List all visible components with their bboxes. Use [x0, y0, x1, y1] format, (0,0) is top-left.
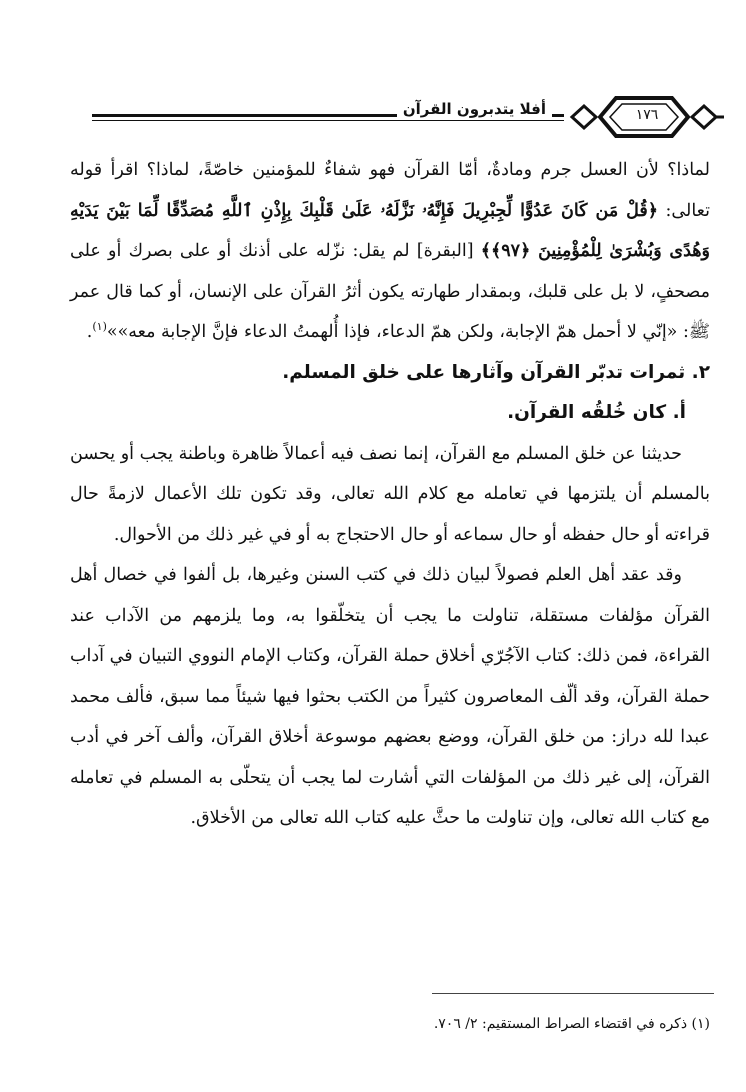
- paragraph-1-text: لماذا؟ لأن العسل جرم ومادةٌ، أمّا القرآن فهو شفاءٌ للمؤمنين خاصّةً، لماذا؟ اقرأ قوله تعالى:: [70, 160, 710, 221]
- paragraph-1: [70, 150, 710, 353]
- paragraph-2: حديثنا عن خلق المسلم مع القرآن، إنما نصف فيه أعمالاً ظاهرة وباطنة يجب أو يحسن بالمسلم أن يلتزمها في تعامله مع كلام الله تعالى، وقد تكون تلك الأعمال لازمةً حال قراءته أو حال حفظه أو حال سماعه أو حال الاحتجاج به أو في غير ذلك من الأحوال.: [70, 443, 710, 545]
- footnote-marker: (١): [92, 320, 107, 334]
- paragraph-1-continuation: [البقرة] لم يقل: نزّله على أذنك أو على بصرك أو على مصحفٍ، لا بل على قلبك، وبمقدار طهارته يكون أثرُ القرآن على الإنسان، أو كما قال عمر ﷺ: «إنّي لا أحمل همّ الإجابة، ولكن همّ الدعاء، فإذا أُلهمتُ الدعاء فإنَّ الإجابة معه»»: [70, 241, 710, 342]
- running-title: أفلا يتدبرون القرآن: [397, 100, 552, 118]
- paragraph-1-end: .: [86, 322, 93, 342]
- header-rule-thin: [92, 120, 564, 121]
- running-header: [92, 92, 724, 150]
- section-heading: ٢. ثمرات تدبّر القرآن وآثارها على خلق المسلم.: [282, 361, 710, 383]
- footnote: (١) ذكره في اقتضاء الصراط المستقيم: ٢/ ٧٠٦.: [433, 1016, 710, 1032]
- paragraph-3: وقد عقد أهل العلم فصولاً لبيان ذلك في كتب السنن وغيرها، بل ألفوا في خصال أهل القرآن مؤلفات مستقلة، تناولت ما يجب أن يتخلّقوا به، وما يلزمهم من الآداب عند القراءة، فمن ذلك: كتاب الآجُرّي أخلاق حملة القرآن، وكتاب الإمام النووي التبيان في آداب حملة القرآن، وقد ألّف المعاصرون كثيراً من الكتب بحثوا فيها شيئاً مما سبق، فألف محمد عبدا لله دراز: من خلق القرآن، ووضع بعضهم موسوعة أخلاق القرآن، وألف آخر في أدب القرآن، إلى غير ذلك من المؤلفات التي أشارت لما يجب أن يتحلّى به المسلم في تعامله مع كتاب الله تعالى، وإن تناولت ما حثَّ عليه كتاب الله تعالى من الأخلاق.: [70, 565, 710, 828]
- subsection-heading: أ. كان خُلقُه القرآن.: [507, 402, 686, 423]
- page-number: ١٧٦: [635, 107, 659, 123]
- main-text: [70, 150, 710, 839]
- footnote-divider: [432, 993, 714, 994]
- quran-verse: ﴿قُلْ مَن كَانَ عَدُوًّا لِّجِبْرِيلَ فَإِنَّهُۥ نَزَّلَهُۥ عَلَىٰ قَلْبِكَ بِإِذْنِ ٱللَّهِ مُصَدِّقًا لِّمَا بَيْنَ يَدَيْهِ وَهُدًى وَبُشْرَىٰ لِلْمُؤْمِنِينَ ﴿٩٧﴾﴾: [70, 200, 710, 261]
